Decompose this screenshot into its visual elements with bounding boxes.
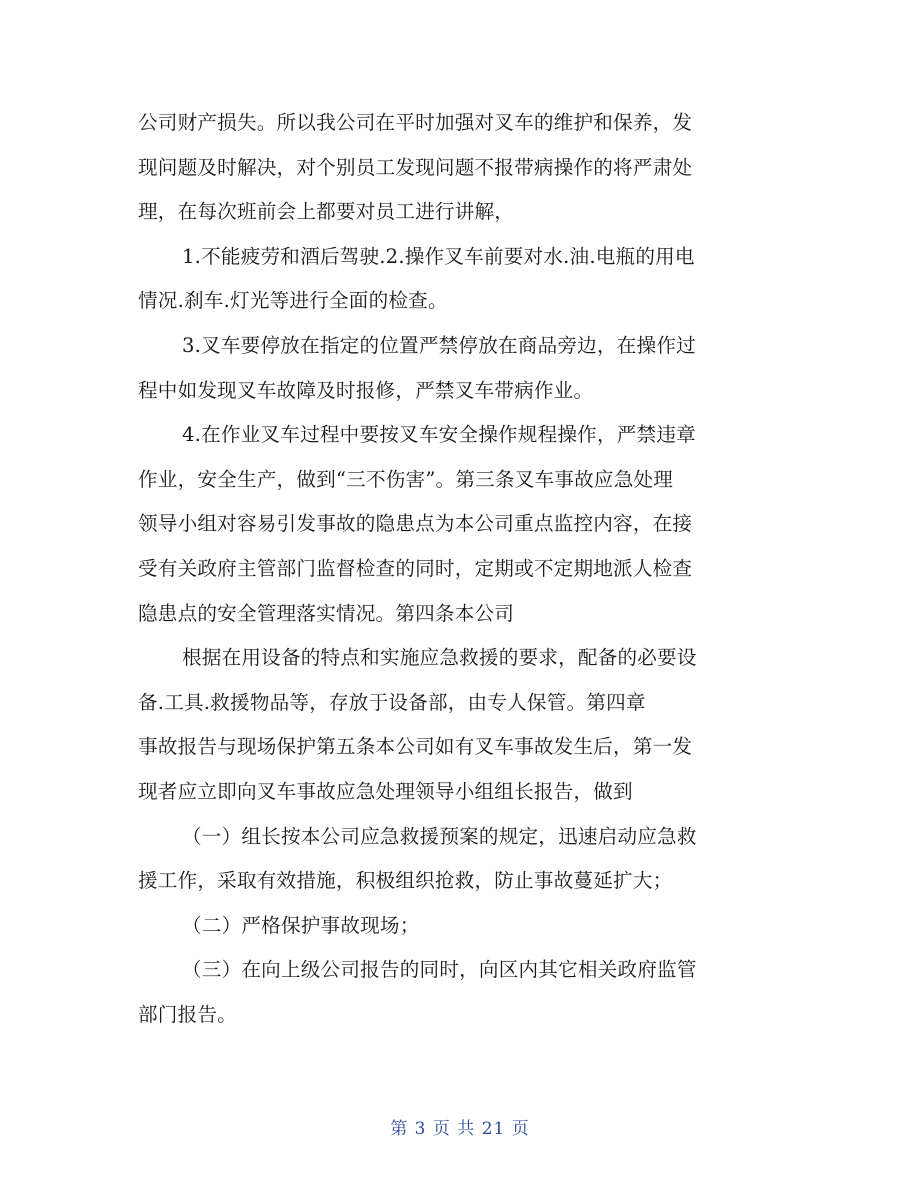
text-line: 隐患点的安全管理落实情况。第四条本公司	[138, 601, 515, 625]
text-line: 4.在作业叉车过程中要按叉车安全操作规程操作，严禁违章	[182, 423, 696, 447]
text-line: 作业，安全生产，做到“三不伤害”。第三条叉车事故应急处理	[138, 467, 674, 491]
text-line: 援工作，采取有效措施，积极组织抢救，防止事故蔓延扩大；	[138, 869, 673, 893]
body-text	[138, 101, 788, 1037]
text-line: 现问题及时解决，对个别员工发现问题不报带病操作的将严肃处	[138, 155, 693, 179]
text-line: 领导小组对容易引发事故的隐患点为本公司重点监控内容，在接	[138, 512, 693, 536]
text-line: （三）在向上级公司报告的同时，向区内其它相关政府监管	[182, 958, 697, 982]
text-line: 公司财产损失。所以我公司在平时加强对叉车的维护和保养，发	[138, 111, 693, 134]
text-line: 受有关政府主管部门监督检查的同时，定期或不定期地派人检查	[138, 556, 693, 580]
text-line: 1.不能疲劳和酒后驾驶.2.操作叉车前要对水.油.电瓶的用电	[182, 244, 695, 268]
text-line: 部门报告。	[138, 1002, 237, 1026]
text-line: 程中如发现叉车故障及时报修，严禁叉车带病作业。	[138, 378, 594, 402]
page-number-footer: 第 3 页 共 21 页	[390, 1119, 530, 1139]
text-line: 根据在用设备的特点和实施应急救援的要求，配备的必要设	[182, 646, 697, 670]
text-line: 事故报告与现场保护第五条本公司如有叉车事故发生后，第一发	[138, 735, 693, 759]
document-body	[138, 101, 788, 1037]
text-line: 备.工具.救援物品等，存放于设备部，由专人保管。第四章	[138, 690, 646, 714]
text-line: （一）组长按本公司应急救援预案的规定，迅速启动应急救	[182, 824, 697, 848]
text-line: （二）严格保护事故现场；	[182, 913, 420, 937]
text-line: 情况.刹车.灯光等进行全面的检查。	[138, 289, 448, 313]
text-line: 3.叉车要停放在指定的位置严禁停放在商品旁边，在操作过	[182, 333, 696, 357]
text-line: 理，在每次班前会上都要对员工进行讲解，	[138, 200, 515, 224]
text-line: 现者应立即向叉车事故应急处理领导小组组长报告，做到	[138, 779, 633, 803]
